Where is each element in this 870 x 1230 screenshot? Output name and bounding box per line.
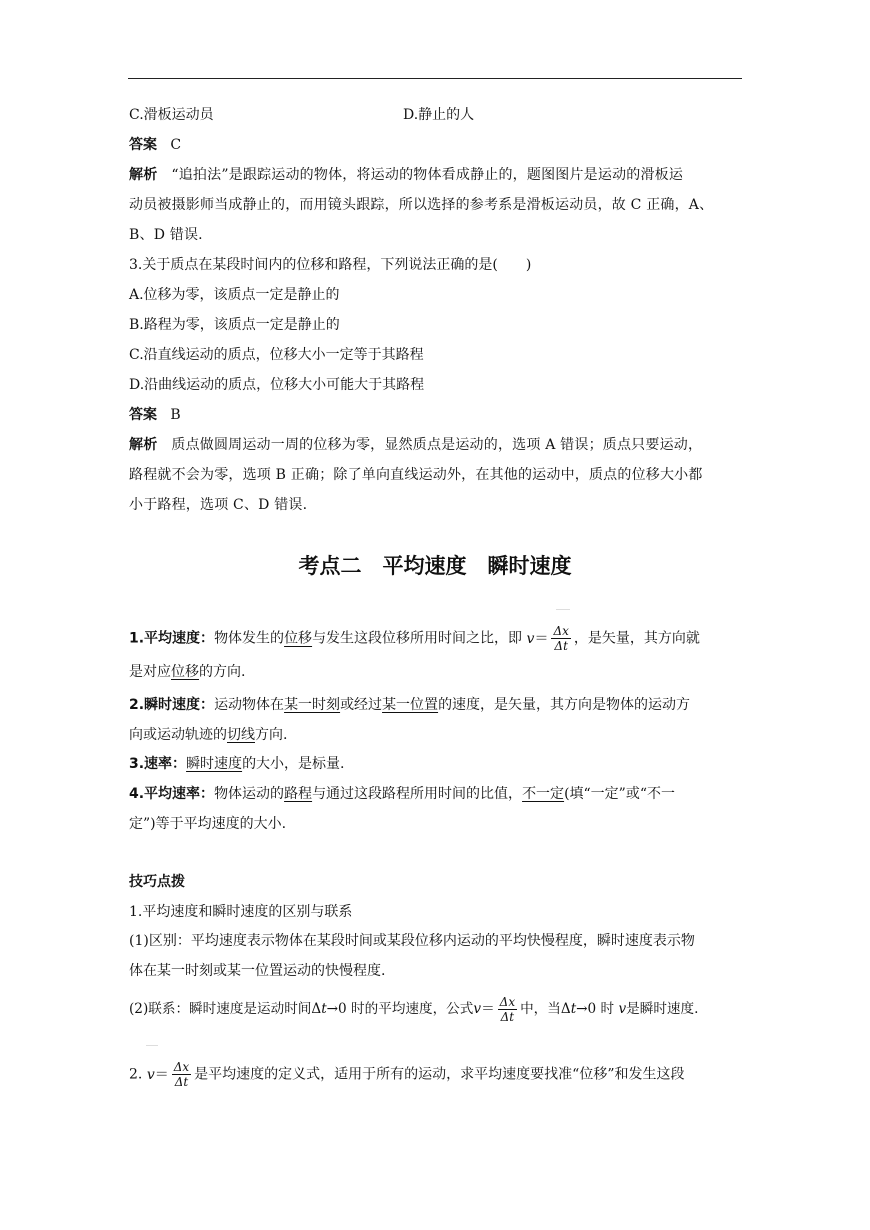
tips-heading: 技巧点拨 bbox=[129, 874, 185, 890]
def-text: 物体发生的 bbox=[214, 630, 285, 647]
def-text: 的方向. bbox=[199, 664, 246, 680]
def-text: 的大小，是标量. bbox=[242, 756, 345, 772]
tips-1b-line bbox=[129, 995, 698, 1024]
def-text: 的速度，是矢量，其方向是物体的运动方 bbox=[438, 697, 691, 713]
option-d: D.静止的人 bbox=[403, 107, 475, 123]
analysis-label: 解析 bbox=[129, 167, 158, 183]
tips-2-line bbox=[129, 1060, 684, 1089]
formula-v: v bbox=[526, 630, 535, 647]
tip-text: 2. bbox=[129, 1066, 143, 1083]
section-title: 考点二 平均速度 瞬时速度 bbox=[298, 554, 572, 578]
tip-text: 中，当Δ bbox=[520, 1001, 571, 1017]
formula-num: Δx bbox=[173, 1060, 190, 1074]
answer-value: B bbox=[170, 407, 181, 423]
tip-text: 是瞬时速度. bbox=[626, 1001, 699, 1017]
tip-text: 是平均速度的定义式，适用于所有的运动，求平均速度要找准“位移”和发生这段 bbox=[194, 1066, 685, 1083]
question-3-stem: 3.关于质点在某段时间内的位移和路程，下列说法正确的是( ) bbox=[129, 257, 532, 273]
formula-fraction bbox=[172, 1060, 191, 1089]
def-underline: 路程 bbox=[284, 786, 313, 802]
analysis-label: 解析 bbox=[129, 437, 158, 453]
formula-eq: ＝ bbox=[481, 1001, 495, 1017]
def-1-line-2 bbox=[129, 662, 245, 682]
formula-v: v bbox=[473, 1001, 482, 1017]
def-2-line-2 bbox=[129, 725, 287, 745]
formula-eq: ＝ bbox=[534, 630, 549, 647]
tip-var-t: t bbox=[570, 1001, 577, 1017]
def-3-label: 3.速率： bbox=[129, 756, 187, 772]
answer-value: C bbox=[170, 137, 182, 153]
tip-text: →0 时 bbox=[576, 1001, 615, 1017]
def-4-line-2: 定”)等于平均速度的大小. bbox=[129, 816, 287, 832]
formula-v: v bbox=[618, 1001, 627, 1017]
faint-mark bbox=[146, 1045, 158, 1046]
def-underline: 不一定 bbox=[522, 786, 565, 802]
q3-option-c: C.沿直线运动的质点，位移大小一定等于其路程 bbox=[129, 347, 424, 363]
inline-formula bbox=[473, 995, 520, 1024]
def-1-line-1 bbox=[129, 624, 700, 653]
tips-1: 1.平均速度和瞬时速度的区别与联系 bbox=[129, 904, 353, 920]
formula-fraction bbox=[498, 995, 517, 1024]
answer-label: 答案 bbox=[129, 137, 157, 153]
def-underline: 某一位置 bbox=[382, 697, 439, 713]
formula-den: Δt bbox=[554, 639, 568, 653]
def-4-label: 4.平均速率： bbox=[129, 786, 215, 802]
def-text: 与发生这段位移所用时间之比，即 bbox=[312, 630, 523, 647]
analysis-text: “追拍法”是跟踪运动的物体，将运动的物体看成静止的，题图图片是运动的滑板运 bbox=[171, 167, 684, 183]
def-2-label: 2.瞬时速度： bbox=[129, 697, 215, 713]
formula-fraction bbox=[551, 624, 570, 653]
def-1-label: 1.平均速度： bbox=[129, 630, 215, 647]
q3-analysis-line-2: 路程就不会为零，选项 B 正确；除了单向直线运动外，在其他的运动中，质点的位移大小都 bbox=[129, 467, 703, 483]
def-underline: 某一时刻 bbox=[284, 697, 341, 713]
q3-option-b: B.路程为零，该质点一定是静止的 bbox=[129, 317, 340, 333]
tip-var-t: t bbox=[321, 1001, 327, 1017]
formula-eq: ＝ bbox=[154, 1066, 169, 1083]
def-4-line-1 bbox=[129, 784, 675, 804]
def-text: 方向. bbox=[255, 727, 288, 743]
q3-option-d: D.沿曲线运动的质点，位移大小可能大于其路程 bbox=[129, 377, 425, 393]
q3-analysis-line-1 bbox=[129, 435, 702, 455]
inline-formula bbox=[146, 1060, 194, 1089]
tip-text: (2)联系：瞬时速度是运动时间Δ bbox=[129, 1001, 322, 1017]
def-underline: 位移 bbox=[284, 630, 313, 647]
q3-analysis-line-3: 小于路程，选项 C、D 错误. bbox=[129, 497, 308, 513]
def-2-line-1 bbox=[129, 695, 690, 715]
formula-v: v bbox=[146, 1066, 155, 1083]
faint-mark bbox=[556, 609, 570, 610]
answer-label: 答案 bbox=[129, 407, 157, 423]
def-text: 向或运动轨迹的 bbox=[129, 727, 227, 743]
analysis-line-2: 动员被摄影师当成静止的，而用镜头跟踪，所以选择的参考系是滑板运动员，故 C 正确，A、 bbox=[129, 197, 714, 213]
option-c: C.滑板运动员 bbox=[129, 107, 214, 123]
tips-1a-line-1: (1)区别：平均速度表示物体在某段时间或某段位移内运动的平均快慢程度，瞬时速度表示物 bbox=[129, 933, 695, 949]
def-text: 物体运动的 bbox=[214, 786, 285, 802]
def-3-line bbox=[129, 754, 345, 774]
def-underline: 切线 bbox=[227, 727, 255, 743]
def-text: 与通过这段路程所用时间的比值， bbox=[312, 786, 523, 802]
q3-answer-line bbox=[129, 405, 181, 425]
formula-num: Δx bbox=[553, 624, 569, 638]
tip-text: →0 时的平均速度，公式 bbox=[326, 1001, 474, 1017]
def-text: 是对应 bbox=[129, 664, 171, 680]
avg-velocity-formula bbox=[526, 624, 574, 653]
def-underline: 瞬时速度 bbox=[186, 756, 243, 772]
formula-den: Δt bbox=[174, 1075, 189, 1089]
def-underline: 位移 bbox=[171, 664, 199, 680]
analysis-text: 质点做圆周运动一周的位移为零，显然质点是运动的，选项 A 错误；质点只要运动， bbox=[171, 437, 703, 453]
tips-1a-line-2: 体在某一时刻或某一位置运动的快慢程度. bbox=[129, 963, 386, 979]
header-rule bbox=[128, 78, 742, 79]
analysis-line-1 bbox=[129, 165, 683, 185]
q3-option-a: A.位移为零，该质点一定是静止的 bbox=[129, 287, 340, 303]
formula-den: Δt bbox=[500, 1010, 515, 1024]
def-text: (填“一定”或“不一 bbox=[564, 786, 675, 802]
formula-num: Δx bbox=[499, 995, 516, 1009]
def-text: 或经过 bbox=[340, 697, 383, 713]
answer-line bbox=[129, 135, 181, 155]
analysis-line-3: B、D 错误. bbox=[129, 227, 203, 243]
def-text: 运动物体在 bbox=[214, 697, 285, 713]
def-text: ，是矢量，其方向就 bbox=[573, 630, 700, 647]
